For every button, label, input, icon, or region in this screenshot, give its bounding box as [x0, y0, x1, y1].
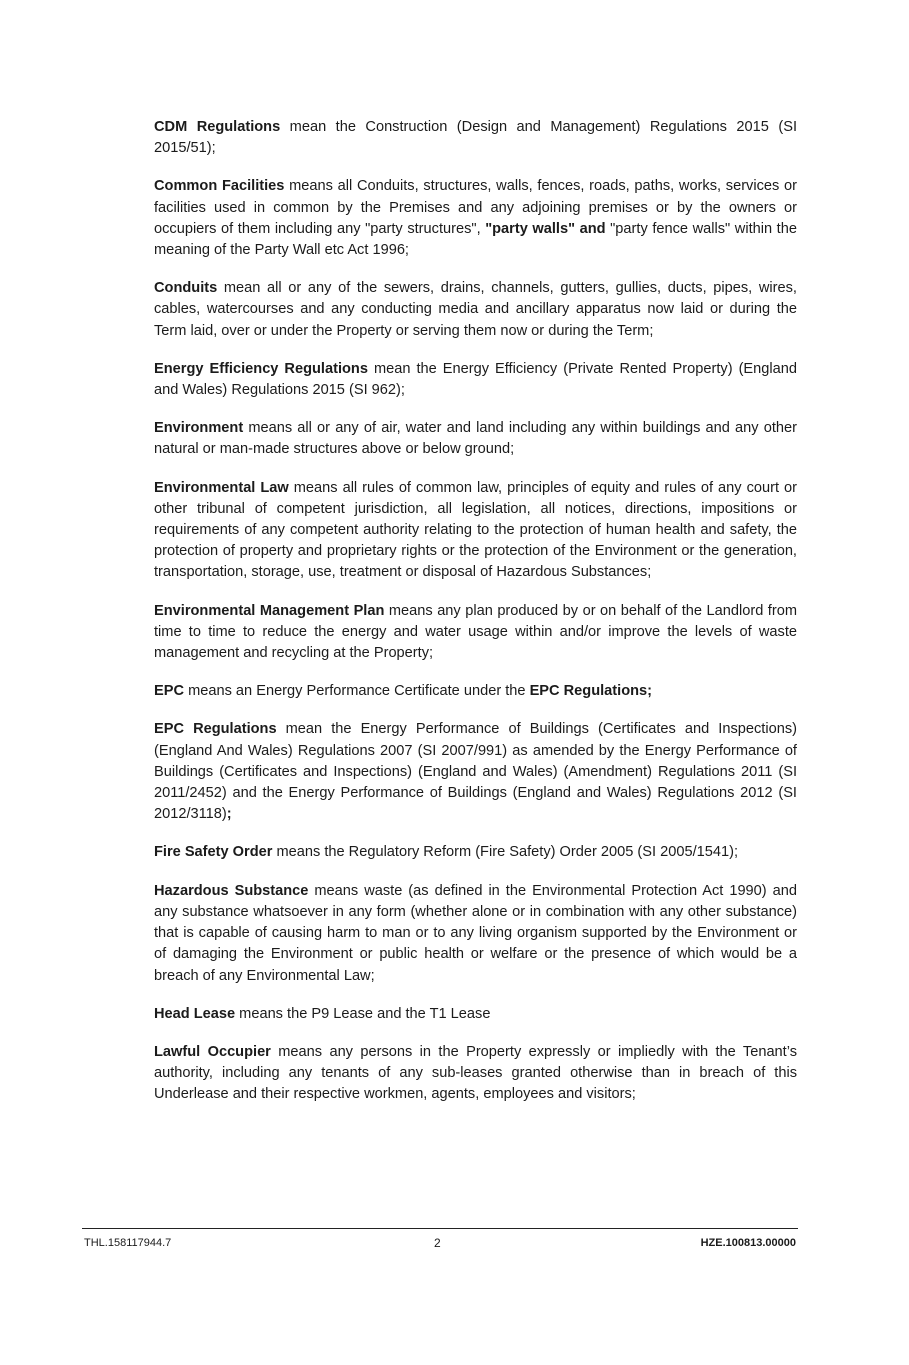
definition-term: Head Lease [154, 1005, 236, 1022]
definition-text-continued: "party fence walls" within the meaning of the Party Wall etc Act 1996; [154, 220, 797, 259]
definition-energy-efficiency-regulations [154, 359, 797, 401]
definition-text: mean the Energy Performance of Buildings (Certificates and Inspections) (England And Wales) Regulations 2007 (SI 2007/991) as amended by the Energy Performance of Buildings (Certificates and Inspections) (England and Wales) (Amendment) Regulations 2011 (SI 2011/2452) and the Energy Performance of Buildings (England and Wales) Regulations 2012 (SI 2012/3118) [154, 721, 797, 823]
definition-term: Conduits [154, 280, 218, 297]
definition-environmental-management-plan [154, 601, 797, 665]
definition-term: CDM Regulations [154, 119, 281, 135]
definition-term: Common Facilities [154, 178, 285, 195]
definition-term: Environmental Management Plan [154, 602, 385, 619]
footer-document-reference: THL.158117944.7 [84, 1237, 172, 1249]
definition-term: Fire Safety Order [154, 844, 273, 861]
definition-text: means an Energy Performance Certificate under the [184, 683, 530, 700]
definition-term: Lawful Occupier [154, 1043, 271, 1060]
definition-term: EPC [154, 683, 185, 700]
definition-environment [154, 418, 797, 460]
footer-divider [82, 1228, 798, 1229]
definitions-list [154, 117, 797, 1106]
definition-lawful-occupier [154, 1042, 797, 1106]
definition-hazardous-substance [154, 881, 797, 987]
footer-matter-reference: HZE.100813.00000 [700, 1237, 796, 1249]
definition-text: mean all or any of the sewers, drains, channels, gutters, gullies, ducts, pipes, wires, cables, watercourses and any conducting media and ancillary apparatus now laid or during the Term laid, over or under the Property or serving them now or during the Term; [154, 280, 797, 339]
definition-text: mean the Construction (Design and Management) Regulations 2015 (SI 2015/51); [154, 119, 797, 157]
definition-term: Energy Efficiency Regulations [154, 360, 368, 377]
definition-text: means the Regulatory Reform (Fire Safety) Order 2005 (SI 2005/1541); [272, 844, 739, 861]
definition-conduits [154, 278, 797, 342]
definition-fire-safety-order [154, 842, 797, 863]
definition-term: Hazardous Substance [154, 882, 309, 899]
definition-bold-fragment: EPC Regulations; [529, 683, 653, 700]
page-number: 2 [434, 1236, 441, 1250]
definition-term: Environment [154, 420, 244, 437]
definition-text: means waste (as defined in the Environmental Protection Act 1990) and any substance whatsoever in any form (whether alone or in combination with any other substance) that is capable of causing harm to man or to any living organism supported by the Environment or of damaging the Environment or public health or welfare or the presence of which would be a breach of any Environmental Law; [154, 882, 797, 984]
definition-head-lease [154, 1004, 797, 1025]
definition-term: Environmental Law [154, 479, 289, 496]
definition-epc-regulations [154, 719, 797, 825]
definition-epc [154, 681, 797, 702]
definition-text: means any persons in the Property expressly or impliedly with the Tenant’s authority, including any tenants of any sub-leases granted otherwise than in breach of this Underlease and their respective workmen, agents, employees and visitors; [154, 1043, 798, 1103]
definition-text: means any plan produced by or on behalf of the Landlord from time to time to reduce the energy and water usage within and/or improve the levels of waste management and recycling at the Property; [154, 602, 797, 662]
definition-text: mean the Energy Efficiency (Private Rented Property) (England and Wales) Regulations 2015 (SI 962); [154, 360, 797, 399]
definition-environmental-law [154, 478, 797, 584]
definition-bold-fragment: ; [226, 806, 232, 823]
definition-cdm-regulations [154, 117, 797, 159]
definition-text: means the P9 Lease and the T1 Lease [235, 1005, 491, 1022]
definition-text: means all Conduits, structures, walls, fences, roads, paths, works, services or facilities used in common by the Premises and any adjoining premises or by the owners or occupiers of them including any "party structures", [154, 178, 797, 237]
definition-common-facilities [154, 176, 797, 261]
definition-term: EPC Regulations [154, 721, 277, 738]
definition-text: means all rules of common law, principles of equity and rules of any court or other tribunal of competent jurisdiction, all legislation, all notices, directions, impositions or requirements of any competent authority relating to the protection of human health and safety, the protection of property and proprietary rights or the protection of the Environment or the generation, transportation, storage, use, treatment or disposal of Hazardous Substances; [154, 479, 797, 581]
definition-text: means all or any of air, water and land including any within buildings and any other natural or man-made structures above or below ground; [154, 420, 797, 458]
definition-bold-fragment: "party walls" and [485, 220, 606, 237]
